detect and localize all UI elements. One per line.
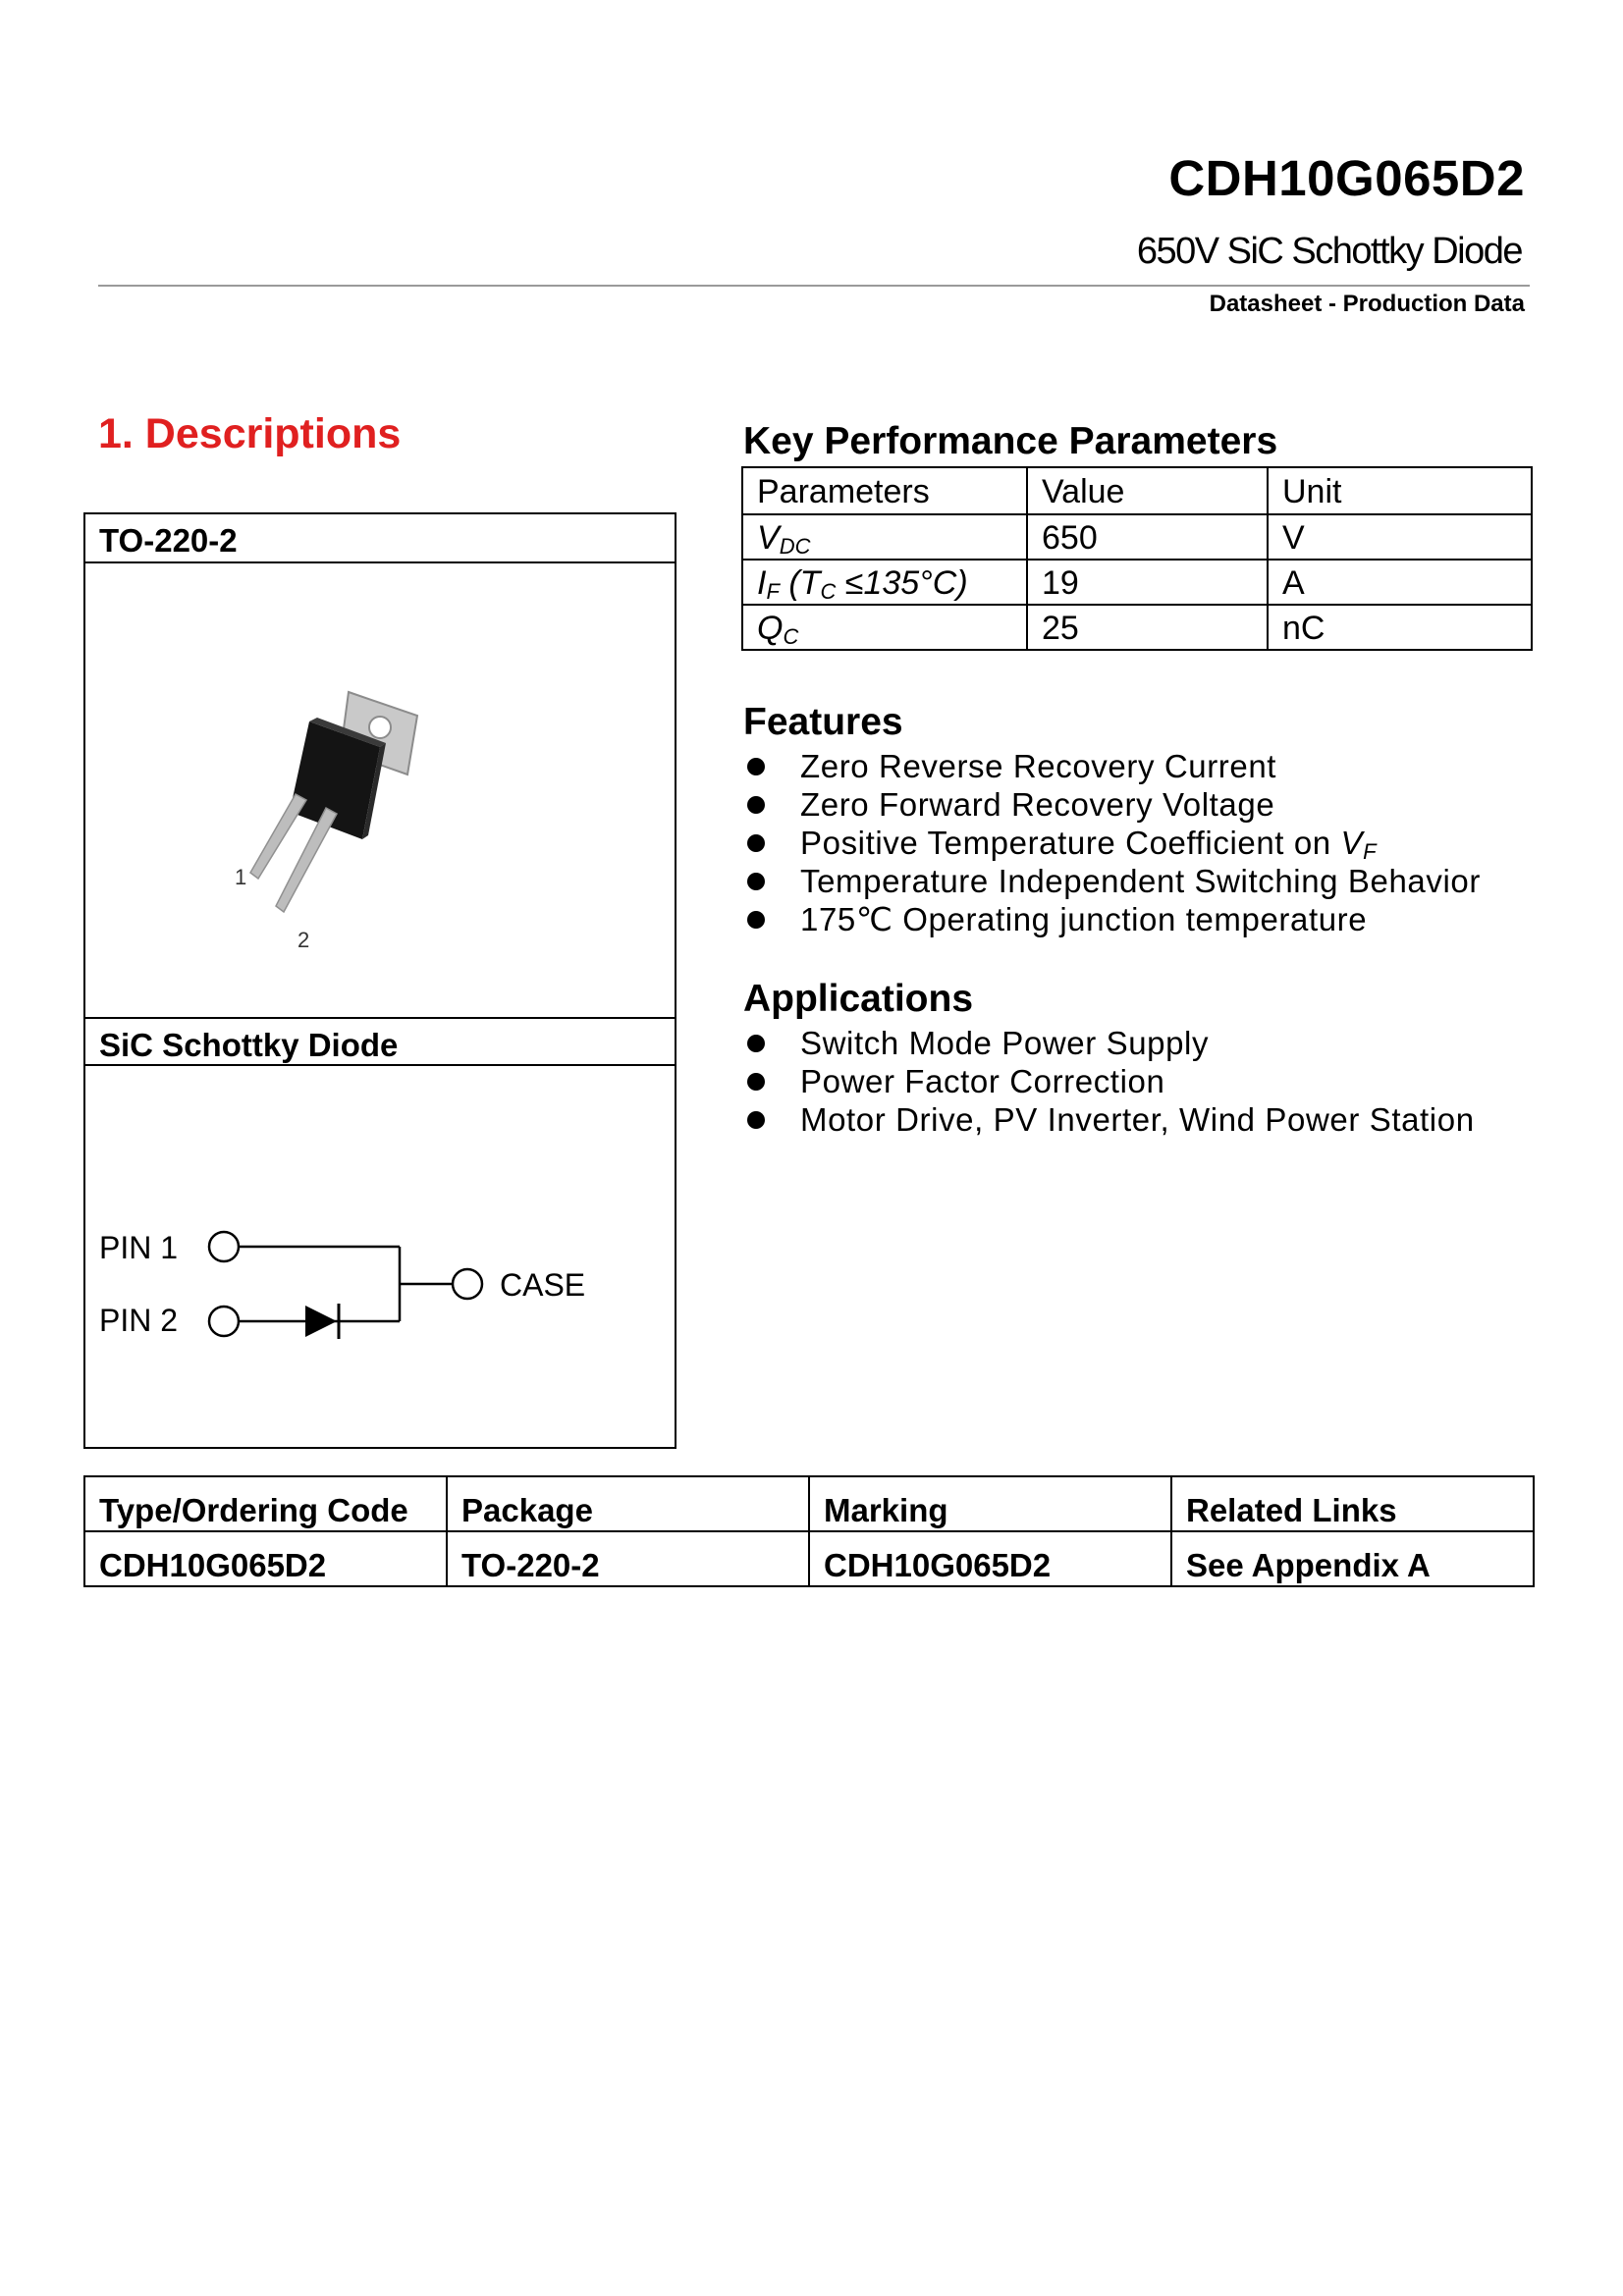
pinout-circuit-diagram: [85, 1113, 675, 1349]
ordering-table: [83, 1475, 1535, 1587]
applications-list: [743, 1024, 1475, 1139]
param-cell: $V_{DC}$: [742, 514, 1027, 560]
value-cell: 25: [1027, 605, 1268, 650]
bullet-icon: [747, 911, 765, 929]
bullet-icon: [747, 1111, 765, 1129]
unit-cell: A: [1268, 560, 1532, 605]
header-cell: Package: [447, 1476, 809, 1531]
table-row: [742, 605, 1532, 650]
unit-cell: V: [1268, 514, 1532, 560]
table-row: [742, 560, 1532, 605]
unit-cell: nC: [1268, 605, 1532, 650]
list-item: Zero Forward Recovery Voltage: [743, 785, 1481, 824]
header-cell: Parameters: [742, 467, 1027, 514]
header-cell: Value: [1027, 467, 1268, 514]
table-row: [84, 1531, 1534, 1586]
list-item: Zero Reverse Recovery Current: [743, 747, 1481, 785]
param-cell: $Q_C$: [742, 605, 1027, 650]
case-terminal: [453, 1269, 482, 1299]
pin2-terminal: [209, 1307, 239, 1336]
package-title: TO-220-2: [85, 514, 675, 563]
marking-cell: CDH10G065D2: [809, 1531, 1171, 1586]
ordering-code-cell: CDH10G065D2: [84, 1531, 447, 1586]
header-cell: Related Links: [1171, 1476, 1534, 1531]
bullet-icon: [747, 1073, 765, 1091]
features-list: [743, 747, 1481, 938]
to220-package-image: [233, 686, 606, 971]
list-item: 175℃ Operating junction temperature: [743, 900, 1481, 938]
datasheet-label: Datasheet - Production Data: [1209, 291, 1525, 317]
list-item: Temperature Independent Switching Behavior: [743, 862, 1481, 900]
bullet-icon: [747, 758, 765, 775]
bullet-icon: [747, 834, 765, 852]
document-subtitle: 650V SiC Schottky Diode: [1136, 231, 1522, 272]
bullet-icon: [747, 873, 765, 890]
key-params-title: Key Performance Parameters: [743, 420, 1278, 462]
bullet-icon: [747, 796, 765, 814]
bullet-icon: [747, 1035, 765, 1052]
list-item: Switch Mode Power Supply: [743, 1024, 1475, 1062]
header-divider: [98, 285, 1530, 287]
table-header-row: [84, 1476, 1534, 1531]
table-row: [742, 514, 1532, 560]
pin1-label: PIN 1: [99, 1230, 179, 1265]
key-params-table: [741, 466, 1533, 651]
value-cell: 19: [1027, 560, 1268, 605]
part-number: CDH10G065D2: [1168, 150, 1525, 206]
list-item: Power Factor Correction: [743, 1062, 1475, 1100]
pin-label-1: 1: [235, 865, 247, 889]
diode-symbol: [305, 1306, 337, 1337]
value-cell: 650: [1027, 514, 1268, 560]
header-cell: Marking: [809, 1476, 1171, 1531]
pin1-terminal: [209, 1232, 239, 1261]
diode-title: SiC Schottky Diode: [85, 1017, 675, 1066]
list-item: Motor Drive, PV Inverter, Wind Power Station: [743, 1100, 1475, 1139]
features-title: Features: [743, 701, 903, 743]
section-title: 1. Descriptions: [98, 410, 402, 457]
list-item: Positive Temperature Coefficient on $V_F$: [743, 824, 1481, 862]
case-label: CASE: [500, 1267, 586, 1303]
applications-title: Applications: [743, 978, 974, 1020]
related-links-cell[interactable]: See Appendix A: [1171, 1531, 1534, 1586]
table-header-row: [742, 467, 1532, 514]
header-cell: Unit: [1268, 467, 1532, 514]
pin-label-2: 2: [298, 928, 310, 952]
header-cell: Type/Ordering Code: [84, 1476, 447, 1531]
param-cell: $I_F$ $(T_C \le 135^\circ C)$: [742, 560, 1027, 605]
package-cell: TO-220-2: [447, 1531, 809, 1586]
pin2-label: PIN 2: [99, 1303, 179, 1338]
package-box: [83, 512, 676, 1449]
